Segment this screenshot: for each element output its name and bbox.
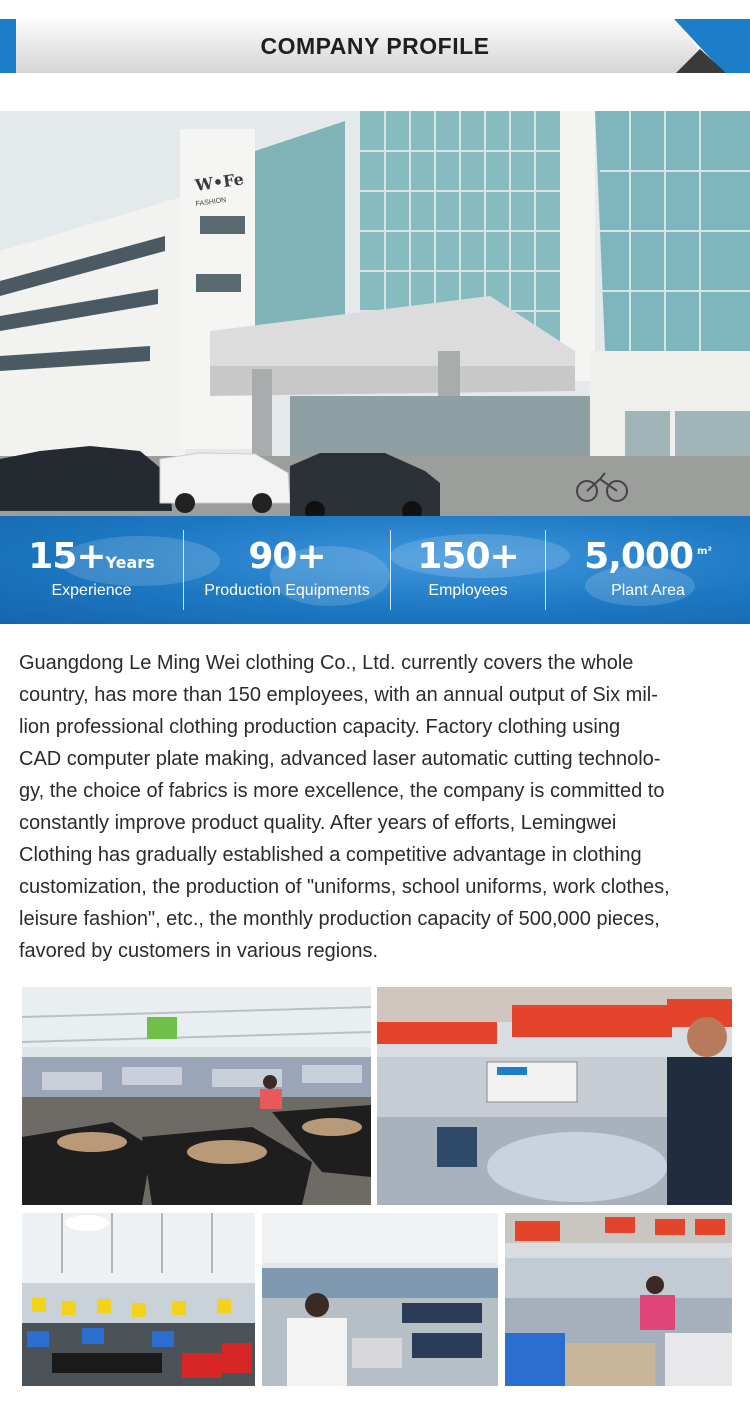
intro-line: lion professional clothing production capacity. Factory clothing using <box>19 716 621 738</box>
intro-line: CAD computer plate making, advanced laser automatic cutting technolo- <box>19 748 661 770</box>
stat-employees <box>391 516 545 624</box>
section-header-banner <box>0 19 750 73</box>
stat-equipments-value: 90+ <box>248 536 326 577</box>
stat-plant-area-value: 5,000 $^{m^2}$ <box>584 536 712 577</box>
intro-line: gy, the choice of fabrics is more excellence, the company is committed to <box>19 780 665 802</box>
company-building-photo <box>0 111 750 519</box>
stat-experience-label: Experience <box>51 582 132 599</box>
stat-employees-label: Employees <box>428 582 508 599</box>
intro-line: leisure fashion", etc., the monthly production capacity of 500,000 pieces, <box>19 908 660 930</box>
stat-plant-area-label: Plant Area <box>611 582 685 599</box>
stat-experience-value: 15+Years <box>28 536 155 577</box>
section-title: COMPANY PROFILE <box>260 33 490 59</box>
factory-photo-sewing-team <box>505 1213 732 1386</box>
intro-line: customization, the production of "uniforms, school uniforms, work clothes, <box>19 876 670 898</box>
intro-line: Guangdong Le Ming Wei clothing Co., Ltd. currently covers the whole <box>19 652 634 674</box>
intro-line: Clothing has gradually established a competitive advantage in clothing <box>19 844 642 866</box>
factory-photo-sewing-rows <box>262 1213 498 1386</box>
factory-photo-workshop-yellow <box>22 1213 255 1386</box>
intro-line: favored by customers in various regions. <box>19 940 379 962</box>
stats-band <box>0 516 750 624</box>
intro-line: country, has more than 150 employees, with an annual output of Six mil- <box>19 684 658 706</box>
stat-experience <box>0 516 183 624</box>
stat-equipments <box>184 516 390 624</box>
factory-photo-cutting-machine <box>377 987 732 1205</box>
company-intro-paragraph <box>19 647 735 967</box>
stat-equipments-label: Production Equipments <box>204 582 370 599</box>
stat-plant-area <box>546 516 750 624</box>
stat-employees-value: 150+ <box>417 536 519 577</box>
factory-photo-sewing-floor <box>22 987 371 1205</box>
building-sign-subtext: FASHION <box>195 196 227 208</box>
building-sign-text: W•Fe <box>193 169 245 195</box>
intro-line: constantly improve product quality. After years of efforts, Lemingwei <box>19 812 617 834</box>
